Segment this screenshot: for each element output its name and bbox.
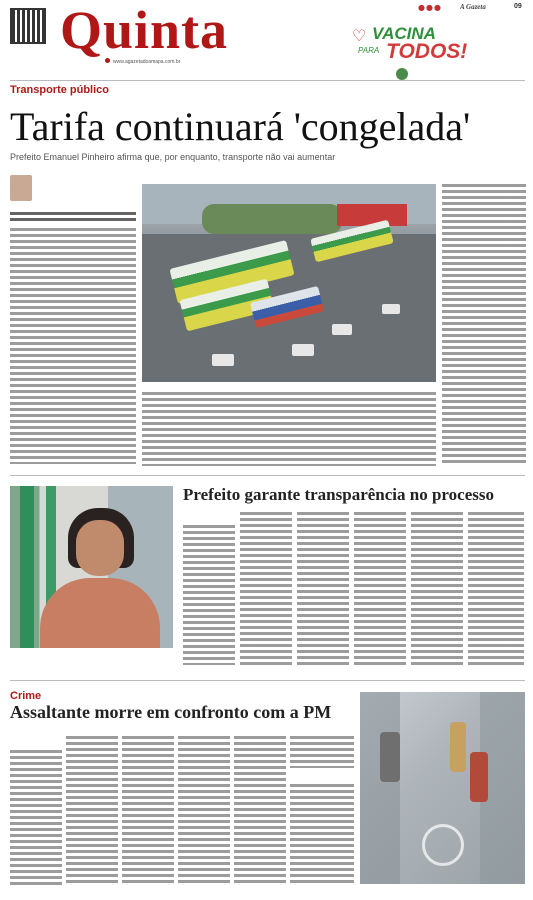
photo-person-face xyxy=(76,520,124,576)
qr-code xyxy=(10,8,46,44)
paper-name: A Gazeta xyxy=(460,3,486,11)
watermark-logo-icon xyxy=(422,824,464,866)
lead-body-col-right xyxy=(442,184,526,466)
page-number: 09 xyxy=(514,3,522,10)
photo-car xyxy=(292,344,314,356)
photo-cctv xyxy=(360,692,525,884)
photo-car xyxy=(382,304,400,314)
photo-trees xyxy=(202,204,342,234)
campaign-line-1: VACINA xyxy=(372,24,436,43)
photo-person xyxy=(470,752,488,802)
second-body-col-4 xyxy=(354,512,406,665)
government-emblem-icon xyxy=(396,68,408,80)
photo-shelf xyxy=(360,692,400,884)
second-body-col-6 xyxy=(468,512,524,665)
divider xyxy=(10,680,525,681)
lead-headline: Tarifa continuará 'congelada' xyxy=(10,104,471,149)
campaign-line-2: PARA xyxy=(358,46,380,55)
second-headline: Prefeito garante transparência no processo xyxy=(183,485,494,504)
divider xyxy=(10,475,525,476)
third-body-col-6 xyxy=(290,784,354,885)
photo-person xyxy=(450,722,466,772)
website-url[interactable]: www.agazetadoamapa.com.br xyxy=(105,58,180,65)
lead-intro-text xyxy=(10,212,136,224)
second-body-col-1 xyxy=(183,525,235,665)
lead-photo-buses xyxy=(142,184,436,382)
third-body-col-5 xyxy=(234,736,286,885)
second-body-col-2 xyxy=(240,512,292,665)
photo-woman xyxy=(10,486,173,648)
heart-icon: ♡ xyxy=(352,26,367,45)
second-body-col-3 xyxy=(297,512,349,665)
masthead-day: Quinta xyxy=(60,0,229,60)
third-body-col-2 xyxy=(66,736,118,885)
third-body-col-3 xyxy=(122,736,174,885)
campaign-line-3: TODOS! xyxy=(386,40,468,63)
lead-body-col-1 xyxy=(10,228,136,464)
photo-car xyxy=(212,354,234,366)
top-right-bar xyxy=(418,3,528,21)
photo-car xyxy=(332,324,352,335)
lead-body-below-photo xyxy=(142,392,436,466)
third-body-col-4 xyxy=(178,736,230,885)
third-section-tag: Crime xyxy=(10,690,42,702)
photo-pillar xyxy=(20,486,34,648)
second-body-col-5 xyxy=(411,512,463,665)
divider xyxy=(10,80,525,81)
heart-icons: ●●● xyxy=(418,3,442,12)
lead-section-tag: Transporte público xyxy=(10,84,110,96)
third-body-col-6-top xyxy=(290,736,354,768)
vaccine-campaign-ad xyxy=(352,22,472,84)
lead-subhead: Prefeito Emanuel Pinheiro afirma que, por enquanto, transporte não vai aumentar xyxy=(10,152,336,162)
third-body-col-1 xyxy=(10,750,62,885)
photo-person xyxy=(380,732,400,782)
third-headline: Assaltante morre em confronto com a PM xyxy=(10,702,332,722)
photo-person-body xyxy=(40,578,160,648)
author-avatar xyxy=(10,175,32,201)
